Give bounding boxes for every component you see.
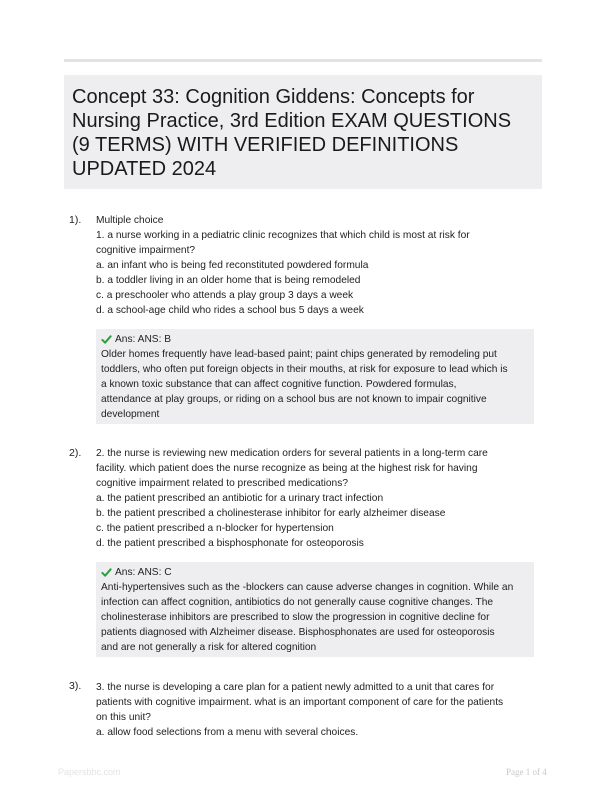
answer-option: c. the patient prescribed a n-blocker for hypertension — [96, 523, 334, 534]
answer-option: a. an infant who is being fed reconstituted powdered formula — [96, 260, 369, 271]
question-line: 3. the nurse is developing a care plan for a patient newly admitted to a unit that cares for — [96, 682, 495, 693]
answer-option: b. a toddler living in an older home that is being remodeled — [96, 275, 361, 286]
question-line: on this unit? — [96, 712, 151, 723]
answer-explanation-line: Older homes frequently have lead-based paint; paint chips generated by remodeling put — [101, 349, 497, 360]
title-banner — [64, 75, 542, 189]
answer-panel — [96, 329, 534, 424]
answer-header — [101, 565, 529, 580]
answer-option: b. the patient prescribed a cholinesterase inhibitor for early alzheimer disease — [96, 508, 446, 519]
question-line: Multiple choice — [96, 215, 164, 226]
question-text — [96, 446, 542, 551]
answer-explanation-line: attendance at play groups, or riding on a school bus are not known to impair cognitive — [101, 394, 487, 405]
answer-explanation-line: cholinesterase inhibitors are prescribed to slow the progression in cognitive decline for — [101, 612, 490, 623]
question-line: patients with cognitive impairment. what is an important component of care for the patients — [96, 697, 504, 708]
question-text — [96, 680, 542, 740]
check-icon — [101, 334, 112, 345]
question-line: 2. the nurse is reviewing new medication orders for several patients in a long-term care — [96, 448, 488, 459]
question-text — [96, 213, 542, 318]
footer-watermark: Papersbbc.com — [58, 767, 121, 777]
answer-header — [101, 332, 529, 347]
page-title: Concept 33: Cognition Giddens: Concepts for Nursing Practice, 3rd Edition EXAM QUESTIONS (9 TERMS) WITH VERIFIED DEFINITIONS UPDATED 2024 — [72, 86, 512, 180]
answer-explanation-line: development — [101, 409, 160, 420]
answer-option: c. a preschooler who attends a play group 3 days a week — [96, 290, 354, 301]
answer-option: a. the patient prescribed an antibiotic for a urinary tract infection — [96, 493, 384, 504]
answer-explanation-line: and are not generally a risk for altered cognition — [101, 642, 317, 653]
answer-panel — [96, 562, 534, 657]
question-line: cognitive impairment related to prescribed medications? — [96, 478, 348, 489]
page-number: Page 1 of 4 — [506, 767, 547, 777]
answer-option: d. the patient prescribed a bisphosphonate for osteoporosis — [96, 538, 364, 549]
question-number: 3). — [69, 680, 82, 692]
question-line: cognitive impairment? — [96, 245, 196, 256]
check-icon — [101, 567, 112, 578]
question-number: 1). — [69, 214, 82, 226]
question-line: facility. which patient does the nurse recognize as being at the highest risk for having — [96, 463, 478, 474]
answer-explanation-line: patients diagnosed with Alzheimer disease. Bisphosphonates are used for osteoporosis — [101, 627, 495, 638]
answer-label: Ans: ANS: B — [115, 334, 172, 345]
answer-option: a. allow food selections from a menu with several choices. — [96, 727, 359, 738]
question-number: 2). — [69, 447, 82, 459]
answer-explanation-line: a known toxic substance that can affect cognitive function. Powdered formulas, — [101, 379, 457, 390]
top-divider — [64, 59, 542, 62]
answer-option: d. a school-age child who rides a school bus 5 days a week — [96, 305, 364, 316]
answer-explanation-line: toddlers, who often put foreign objects in their mouths, at risk for exposure to lead which is — [101, 364, 508, 375]
question-line: 1. a nurse working in a pediatric clinic recognizes that which child is most at risk for — [96, 230, 470, 241]
answer-label: Ans: ANS: C — [115, 567, 172, 578]
answer-explanation-line: Anti-hypertensives such as the -blockers can cause adverse changes in cognition. While an — [101, 582, 514, 593]
answer-explanation-line: infection can affect cognition, antibiotics do not generally cause cognitive changes. The — [101, 597, 494, 608]
